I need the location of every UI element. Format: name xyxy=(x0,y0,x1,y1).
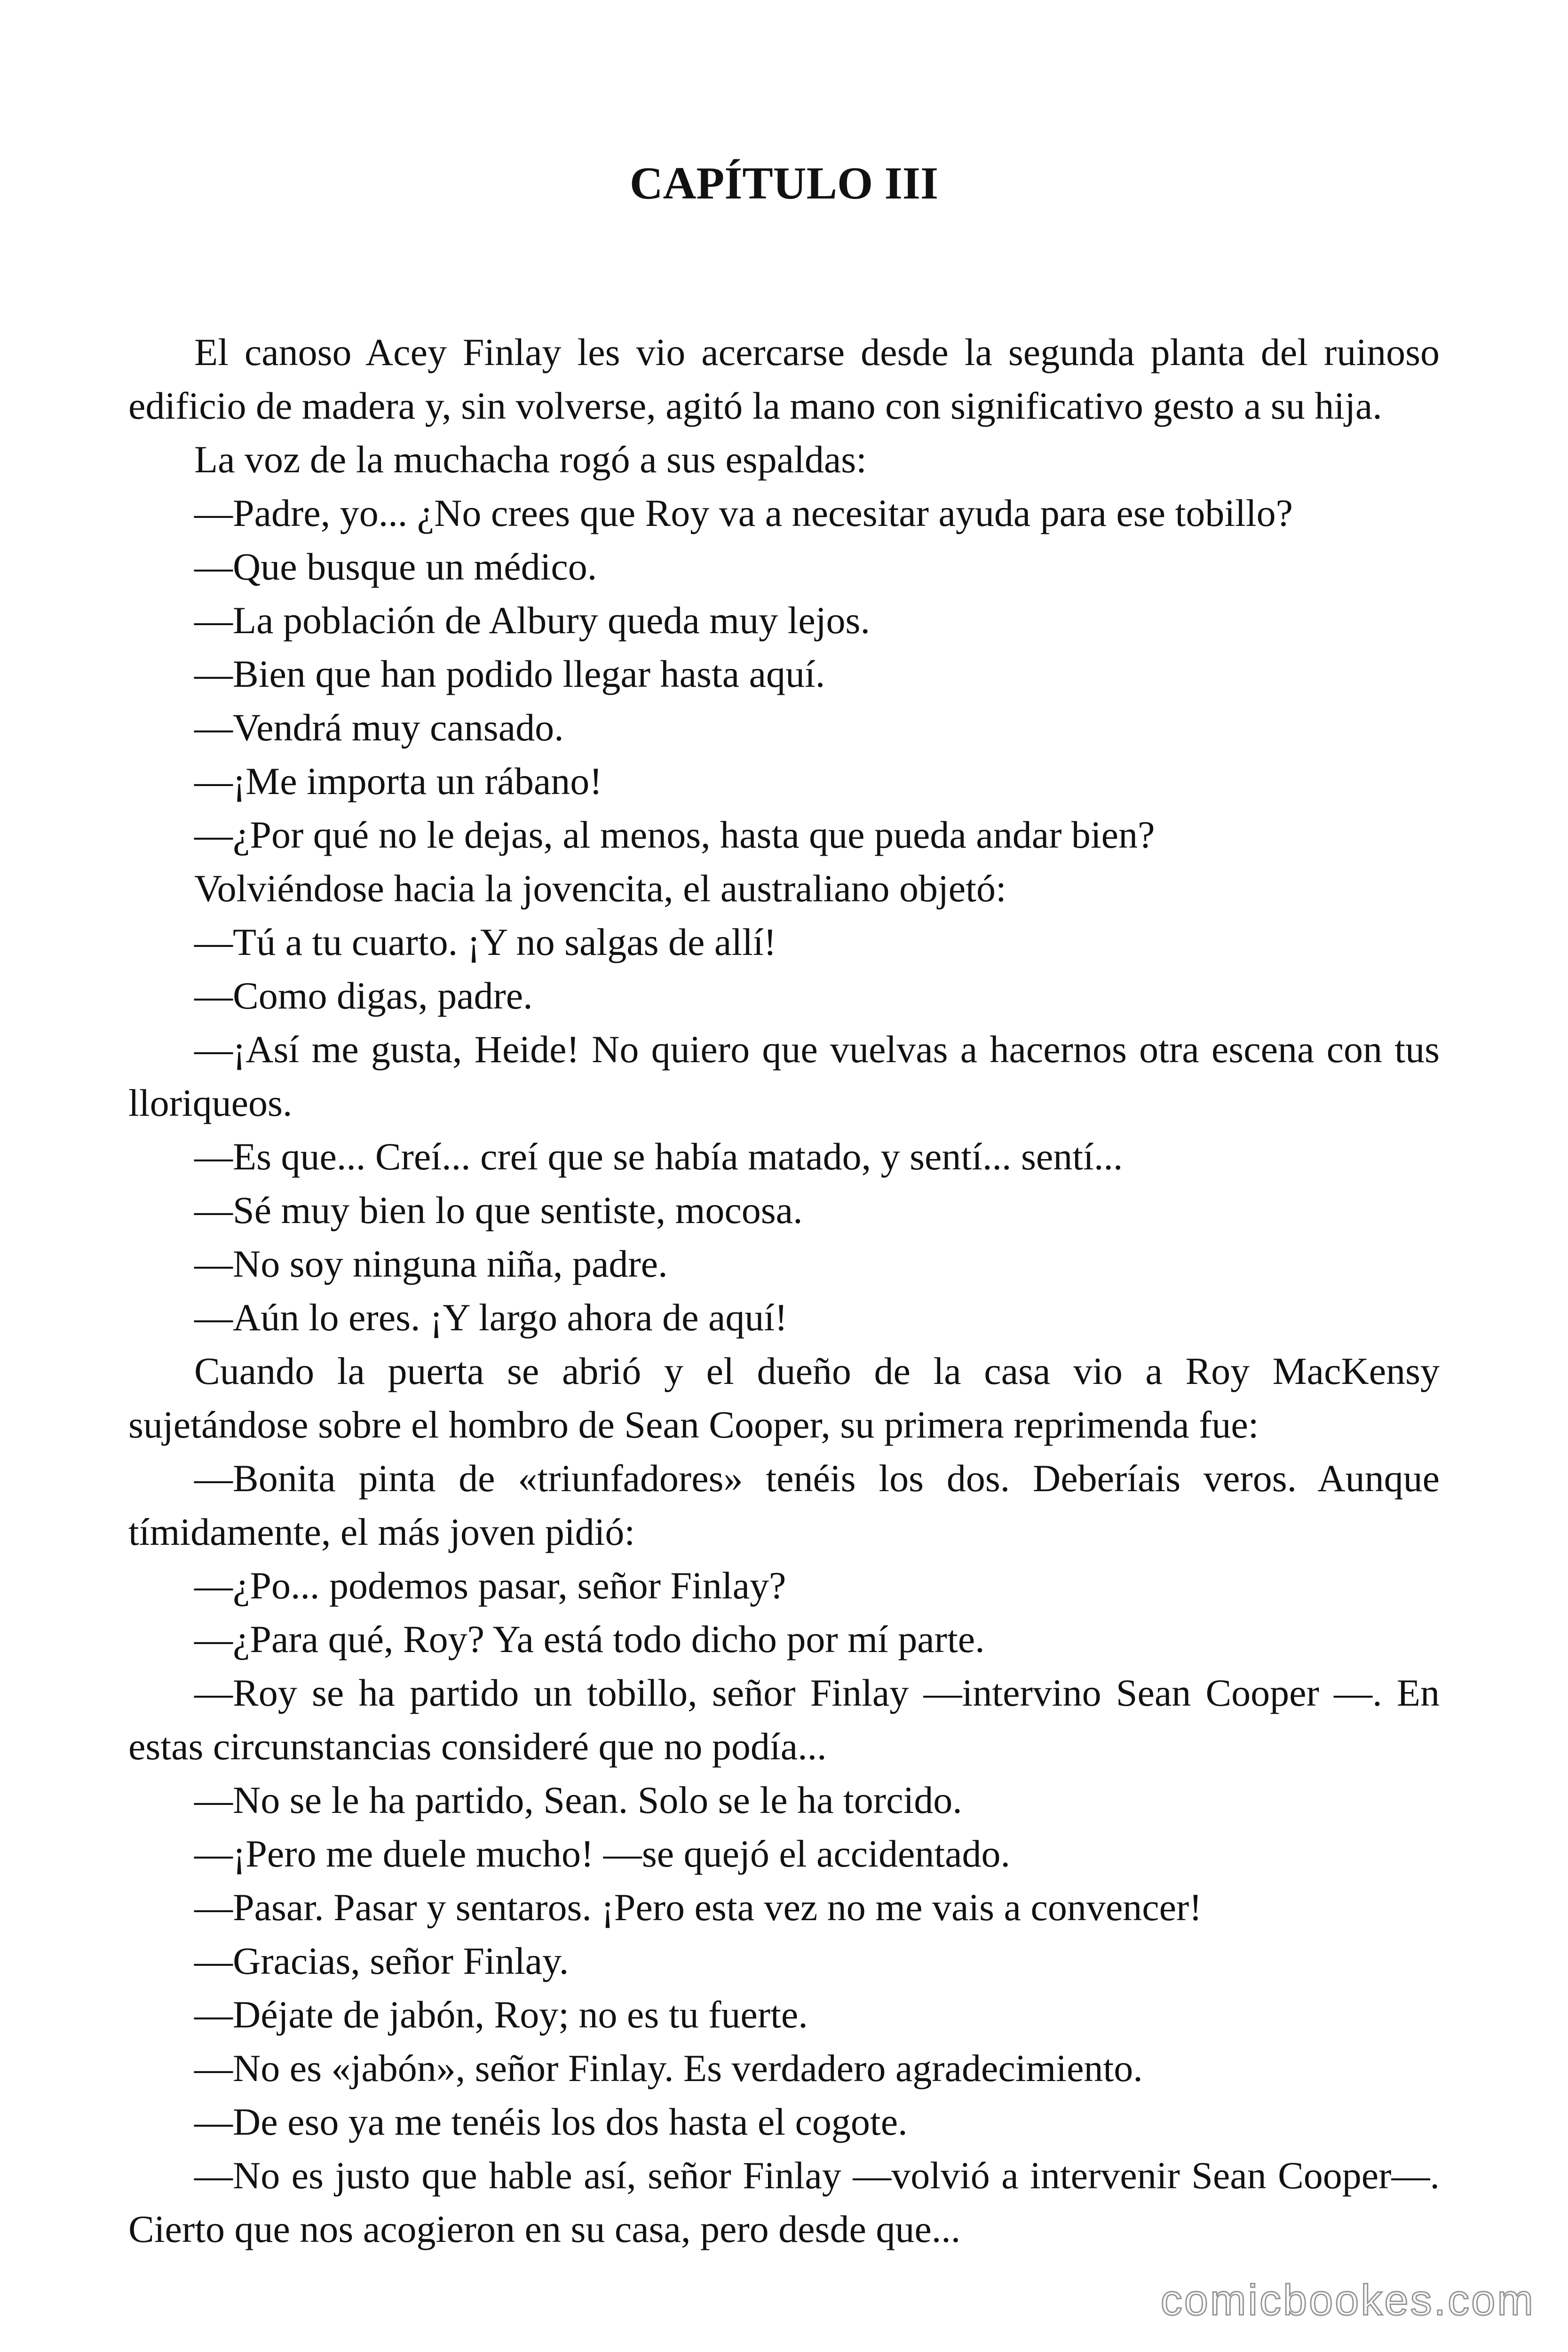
paragraph: —¿Por qué no le dejas, al menos, hasta que pueda andar bien? xyxy=(194,813,1155,856)
paragraph: —Bonita pinta de «triunfadores» tenéis los dos. Deberíais veros. Aunque tímidamente, el más joven pidió: xyxy=(128,1457,1440,1553)
paragraph: —¡Me importa un rábano! xyxy=(194,760,602,803)
paragraph: —Sé muy bien lo que sentiste, mocosa. xyxy=(194,1189,803,1232)
paragraph: —¡Pero me duele mucho! —se quejó el accidentado. xyxy=(194,1832,1011,1875)
paragraph: La voz de la muchacha rogó a sus espaldas: xyxy=(194,438,867,481)
paragraph: —Bien que han podido llegar hasta aquí. xyxy=(194,652,825,695)
paragraph: —¿Po... podemos pasar, señor Finlay? xyxy=(194,1564,786,1607)
paragraph: —¿Para qué, Roy? Ya está todo dicho por mí parte. xyxy=(194,1618,985,1661)
paragraph: —Roy se ha partido un tobillo, señor Finlay —intervino Sean Cooper —. En estas circunstancias consideré que no podía... xyxy=(128,1671,1440,1768)
paragraph: —La población de Albury queda muy lejos. xyxy=(194,599,870,642)
paragraph: El canoso Acey Finlay les vio acercarse desde la segunda planta del ruinoso edificio de madera y, sin volverse, agitó la mano con significativo gesto a su hija. xyxy=(128,331,1440,427)
paragraph: —No se le ha partido, Sean. Solo se le ha torcido. xyxy=(194,1779,962,1821)
paragraph: —Es que... Creí... creí que se había matado, y sentí... sentí... xyxy=(194,1135,1123,1178)
paragraph: —No es justo que hable así, señor Finlay —volvió a intervenir Sean Cooper—. Cierto que nos acogieron en su casa, pero desde que... xyxy=(128,2154,1440,2250)
paragraph: —Pasar. Pasar y sentaros. ¡Pero esta vez no me vais a convencer! xyxy=(194,1886,1202,1929)
paragraph: —Tú a tu cuarto. ¡Y no salgas de allí! xyxy=(194,921,776,963)
paragraph: —Déjate de jabón, Roy; no es tu fuerte. xyxy=(194,1993,808,2036)
paragraph: —Que busque un médico. xyxy=(194,545,597,588)
paragraph: —¡Así me gusta, Heide! No quiero que vuelvas a hacernos otra escena con tus lloriqueos. xyxy=(128,1028,1440,1124)
paragraph: —No es «jabón», señor Finlay. Es verdadero agradecimiento. xyxy=(194,2047,1143,2090)
paragraph: —Aún lo eres. ¡Y largo ahora de aquí! xyxy=(194,1296,788,1339)
chapter-title: CAPÍTULO III xyxy=(629,158,939,209)
paragraph: —De eso ya me tenéis los dos hasta el cogote. xyxy=(194,2100,908,2143)
site-watermark: comicbookes.com xyxy=(1160,2276,1535,2324)
paragraph: —Gracias, señor Finlay. xyxy=(194,1939,569,1982)
paragraph: Volviéndose hacia la jovencita, el australiano objetó: xyxy=(194,867,1006,910)
paragraph: —No soy ninguna niña, padre. xyxy=(194,1242,668,1285)
paragraph: —Como digas, padre. xyxy=(194,974,533,1017)
paragraph: Cuando la puerta se abrió y el dueño de la casa vio a Roy MacKensy sujetándose sobre el hombro de Sean Cooper, su primera reprimenda fue: xyxy=(128,1350,1440,1446)
chapter-body xyxy=(128,326,1440,2256)
paragraph: —Vendrá muy cansado. xyxy=(194,706,564,749)
paragraph: —Padre, yo... ¿No crees que Roy va a necesitar ayuda para ese tobillo? xyxy=(194,492,1293,534)
